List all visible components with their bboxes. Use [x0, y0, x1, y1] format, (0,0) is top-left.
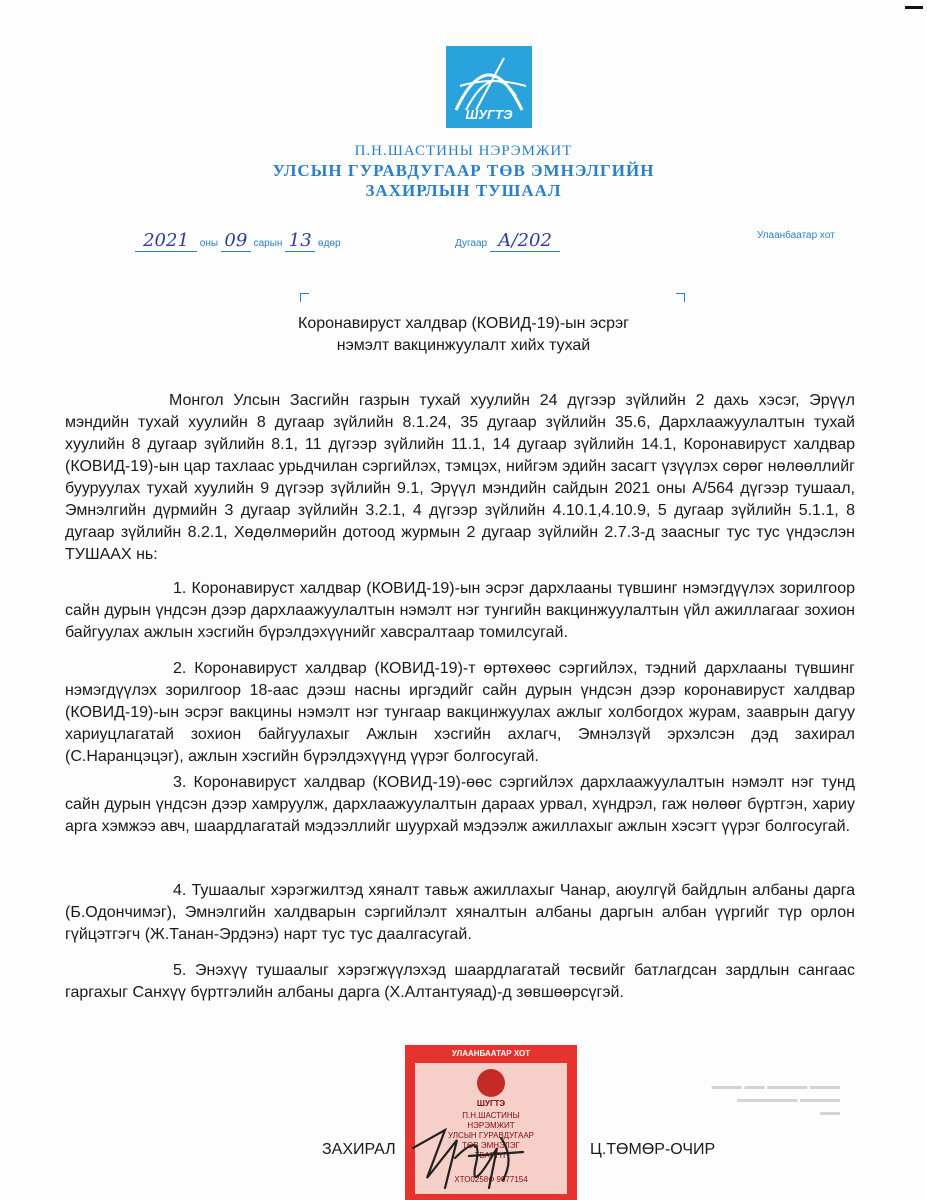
header-line-1: П.Н.ШАСТИНЫ НЭРЭМЖИТ: [354, 143, 573, 159]
stamp-logo-text: ШУГТЭ: [476, 1099, 506, 1108]
preamble-paragraph: Монгол Улсын Засгийн газрын тухай хуулийн 24 дүгээр зүйлийн 2 дахь хэсэг, Эрүүл мэндийн тухай хуулийн 8 дугаар зүйлийн 8.1.24, 35 дугаар зүйлийн 35.6, Дархлаажуулалтын тухай хуулийн 8 дугаар зүйлийн 8.1, 11 дүгээр зүйлийн 11.1, 14 дугаар зүйлийн 14.1, Коронавируст халдвар (КОВИД-19)-ын цар тахлаас урьдчилан сэргийлэх, тэмцэх, нийгэм эдийн засагт үзүүлэх сөрөг нөлөөллийг бууруулах тухай хуулийн 9 дүгээр зүйлийн 9.1, Эрүүл мэндийн сайдын 2021 оны А/564 дүгээр тушаал, Эмнэлгийн дүрмийн 3 дугаар зүйлийн 3.2.1, 4 дүгээр зүйлийн 4.10.1,4.10.9, 5 дугаар зүйлийн 5.1.1, 8 дугаар зүйлийн 8.2.1, Хөдөлмөрийн дотоод журмын 2 дугаар зүйлийн 2.7.3-д заасныг тус тус үндэслэн ТУШААХ нь:: [65, 392, 855, 563]
handwritten-signature: [405, 1118, 545, 1198]
order-number-label: Дугаар: [455, 238, 488, 249]
order-subject: [0, 313, 927, 357]
order-number-field: [455, 230, 560, 252]
date-month-label: сарын: [253, 238, 283, 249]
signatory-name: Ц.ТӨМӨР-ОЧИР: [590, 1141, 716, 1158]
subject-bracket-right: [676, 293, 685, 302]
bleed-through-text: ▬▬▬ ▬▬▬▬ ▬▬ ▬▬▬ ▬▬▬▬ ▬▬▬▬▬▬ ▬▬: [711, 1081, 840, 1118]
order-item-5: 5. Энэхүү тушаалыг хэрэгжүүлэхэд шаардлагатай төсвийг батлагдсан зардлын сангаас гаргахыг Санхүү бүртгэлийн албаны дарга (Х.Алтантуяад)-д зөвшөөрсүгэй.: [65, 962, 855, 1001]
order-number: А/202: [490, 230, 560, 252]
subject-line-1: Коронавируст халдвар (КОВИД-19)-ын эсрэг: [298, 315, 629, 332]
header-line-2: УЛСЫН ГУРАВДУГААР ТӨВ ЭМНЭЛГИЙН: [272, 161, 655, 180]
order-item-4: 4. Тушаалыг хэрэгжилтэд хяналт тавьж ажиллахыг Чанар, аюулгүй байдлын албаны дарга (Б.Одончимэг), Эмнэлгийн халдварын сэргийлэлт хяналтын албаны даргын албан үүргийг түр орлон гүйцэтгэгч (Ж.Танан-Эрдэнэ) нарт тус тус даалгасугай.: [65, 882, 855, 943]
order-item-3: 3. Коронавируст халдвар (КОВИД-19)-өөс сэргийлэх дархлаажуулалтын нэмэлт нэг тунд сайн дурын үндсэн дээр хамруулж, дархлаажуулалтын дараах урвал, хүндрэл, гаж нөлөөг бүртгэн, хариу арга хэмжээ авч, шаардлагатай мэдээллийг шуурхай мэдээлж ажиллахыг ажлын хэсэгт үүрэг болгосугай.: [65, 774, 855, 835]
date-year: 2021: [135, 230, 197, 252]
logo-text: ШУГТЭ: [465, 107, 513, 122]
subject-line-2: нэмэлт вакцинжуулалт хийх тухай: [336, 337, 591, 354]
stamp-line-5: ТБАГҮҮГ: [474, 1151, 508, 1160]
scan-edge-mark: [905, 6, 923, 9]
stamp-line-4: ТӨВ ЭМНЭЛЭГ: [462, 1141, 520, 1150]
stamp-top-text: УЛААНБААТАР ХОТ: [451, 1049, 531, 1058]
order-item-1: 1. Коронавируст халдвар (КОВИД-19)-ын эсрэг дархлааны түвшинг нэмэгдүүлэх зорилгоор сайн дурын үндсэн дээр дархлаажуулалтын нэмэлт нэг тунгийн вакцинжуулалтын үйл ажиллагааг зохион байгуулах ажлын хэсгийн бүрэлдэхүүнийг хавсралтаар томилсугай.: [65, 580, 855, 641]
date-year-label: оны: [199, 238, 219, 249]
stamp-logo-icon: [477, 1069, 505, 1097]
signatory-title: ЗАХИРАЛ: [322, 1141, 396, 1158]
date-month: 09: [221, 230, 251, 252]
header-line-3: ЗАХИРЛЫН ТУШААЛ: [365, 181, 562, 200]
stamp-line-1: П.Н.ШАСТИНЫ: [462, 1111, 520, 1120]
subject-bracket-left: [300, 293, 309, 302]
city-label: Улаанбаатар хот: [757, 230, 835, 241]
date-day-label: өдөр: [318, 238, 341, 249]
stamp-bottom-text: ХТО0258Ф 9077154: [454, 1175, 528, 1184]
stamp-line-3: УЛСЫН ГУРАВДУГААР: [447, 1131, 535, 1140]
date-field: [135, 230, 341, 252]
date-day: 13: [285, 230, 315, 252]
hospital-logo: [446, 46, 532, 128]
stamp-line-2: НЭРЭМЖИТ: [467, 1121, 515, 1130]
order-item-2: 2. Коронавируст халдвар (КОВИД-19)-т өртөхөөс сэргийлэх, тэдний дархлааны түвшинг нэмэгдүүлэх зорилгоор 18-аас дээш насны иргэдийг сайн дурын үндсэн дээр коронавируст халдвар (КОВИД-19)-ын эсрэг вакцины нэмэлт нэг тунгаар вакцинжуулах ажлыг холбогдох журам, зааврын дагуу хариуцлагатай зохион байгуулахыг Ажлын хэсгийн ахлагч, Эмнэлзүй эрхэлсэн дэд захирал (С.Наранцэцэг), ажлын хэсгийн бүрэлдэхүүнд үүрэг болгосугай.: [65, 660, 855, 765]
